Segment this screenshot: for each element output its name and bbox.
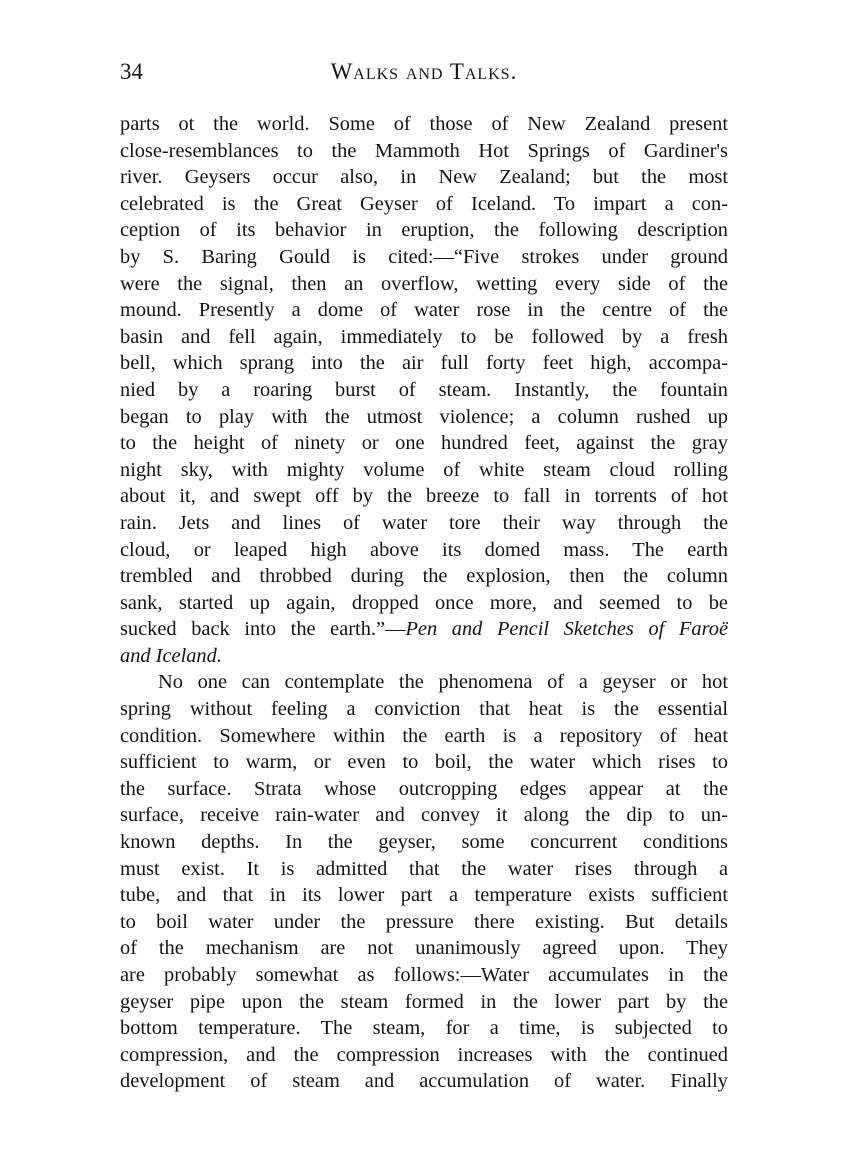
body-text bbox=[120, 111, 728, 1095]
text-line bbox=[120, 111, 728, 138]
running-head bbox=[120, 52, 728, 92]
text-segment: river. Geysers occur also, in New Zealand; but the most bbox=[120, 166, 728, 189]
text-segment: about it, and swept off by the breeze to fall in torrents of hot bbox=[120, 485, 728, 508]
text-line bbox=[120, 1042, 728, 1069]
text-line bbox=[120, 563, 728, 590]
text-segment: rain. Jets and lines of water tore their way through the bbox=[120, 511, 728, 534]
text-line bbox=[120, 404, 728, 431]
text-segment: nied by a roaring burst of steam. Instantly, the fountain bbox=[120, 378, 728, 401]
text-segment: sank, started up again, dropped once more, and seemed to be bbox=[120, 591, 728, 614]
text-line bbox=[120, 935, 728, 962]
text-segment: were the signal, then an overflow, wetting every side of the bbox=[120, 272, 728, 295]
text-line bbox=[120, 377, 728, 404]
text-segment: geyser pipe upon the steam formed in the lower part by the bbox=[120, 990, 728, 1013]
text-line bbox=[120, 590, 728, 617]
text-segment: known depths. In the geyser, some concurrent conditions bbox=[120, 831, 728, 854]
text-line bbox=[120, 271, 728, 298]
text-segment: cloud, or leaped high above its domed mass. The earth bbox=[120, 538, 728, 561]
paragraph bbox=[120, 111, 728, 669]
text-segment: tube, and that in its lower part a temperature exists sufficient bbox=[120, 884, 728, 907]
text-segment: bell, which sprang into the air full forty feet high, accompa- bbox=[120, 352, 728, 375]
text-segment: to the height of ninety or one hundred feet, against the gray bbox=[120, 432, 728, 455]
italic-citation: and Iceland. bbox=[120, 644, 222, 667]
text-segment: ception of its behavior in eruption, the following description bbox=[120, 219, 728, 242]
text-line bbox=[120, 909, 728, 936]
text-segment: parts ot the world. Some of those of New Zealand present bbox=[120, 113, 728, 135]
text-segment: surface, receive rain-water and convey it along the dip to un- bbox=[120, 804, 728, 827]
text-line bbox=[120, 191, 728, 218]
text-segment: trembled and throbbed during the explosion, then the column bbox=[120, 565, 728, 588]
text-segment: bottom temperature. The steam, for a time, is subjected to bbox=[120, 1017, 728, 1040]
text-segment: night sky, with mighty volume of white steam cloud rolling bbox=[120, 458, 728, 481]
text-segment: to boil water under the pressure there existing. But details bbox=[120, 910, 728, 933]
text-line bbox=[120, 350, 728, 377]
text-line bbox=[120, 138, 728, 165]
text-segment: basin and fell again, immediately to be followed by a fresh bbox=[120, 325, 728, 348]
running-title: Walks and Talks. bbox=[330, 59, 518, 84]
text-line bbox=[120, 669, 728, 696]
book-page bbox=[120, 52, 728, 1095]
text-segment: condition. Somewhere within the earth is a repository of heat bbox=[120, 724, 728, 747]
text-line bbox=[120, 430, 728, 457]
text-line bbox=[120, 802, 728, 829]
text-line bbox=[120, 324, 728, 351]
text-line bbox=[120, 616, 728, 643]
text-segment: compression, and the compression increases with the continued bbox=[120, 1043, 728, 1066]
text-segment: development of steam and accumulation of water. Finally bbox=[120, 1070, 728, 1093]
text-segment: began to play with the utmost violence; a column rushed up bbox=[120, 405, 728, 428]
text-line bbox=[120, 829, 728, 856]
text-segment: sucked back into the earth.”— bbox=[120, 618, 406, 641]
text-line bbox=[120, 643, 728, 670]
text-segment: the surface. Strata whose outcropping edges appear at the bbox=[120, 777, 728, 800]
text-segment: close-resemblances to the Mammoth Hot Springs of Gardiner's bbox=[120, 139, 728, 162]
text-segment: by S. Baring Gould is cited:—“Five strokes under ground bbox=[120, 245, 728, 268]
paragraph bbox=[120, 669, 728, 1095]
text-line bbox=[120, 164, 728, 191]
text-line bbox=[120, 989, 728, 1016]
text-line bbox=[120, 483, 728, 510]
text-line bbox=[120, 537, 728, 564]
text-line bbox=[120, 244, 728, 271]
text-line bbox=[120, 776, 728, 803]
text-line bbox=[120, 457, 728, 484]
text-line bbox=[120, 297, 728, 324]
text-segment: sufficient to warm, or even to boil, the water which rises to bbox=[120, 751, 728, 774]
text-segment: celebrated is the Great Geyser of Iceland. To impart a con- bbox=[120, 192, 728, 215]
text-line bbox=[120, 696, 728, 723]
italic-citation: Pen and Pencil Sketches of Faroë bbox=[405, 618, 728, 641]
text-line bbox=[120, 510, 728, 537]
text-line bbox=[120, 217, 728, 244]
text-line bbox=[120, 749, 728, 776]
text-segment: spring without feeling a conviction that heat is the essential bbox=[120, 698, 728, 721]
text-line bbox=[120, 882, 728, 909]
text-segment: of the mechanism are not unanimously agreed upon. They bbox=[120, 937, 728, 960]
text-line bbox=[120, 962, 728, 989]
text-segment: must exist. It is admitted that the water rises through a bbox=[120, 857, 728, 880]
text-line bbox=[120, 1068, 728, 1095]
text-line bbox=[120, 723, 728, 750]
text-line bbox=[120, 856, 728, 883]
text-segment: No one can contemplate the phenomena of a geyser or hot bbox=[158, 671, 728, 694]
page-number: 34 bbox=[120, 59, 143, 84]
text-line bbox=[120, 1015, 728, 1042]
text-segment: mound. Presently a dome of water rose in the centre of the bbox=[120, 299, 728, 322]
text-segment: are probably somewhat as follows:—Water accumulates in the bbox=[120, 964, 728, 986]
